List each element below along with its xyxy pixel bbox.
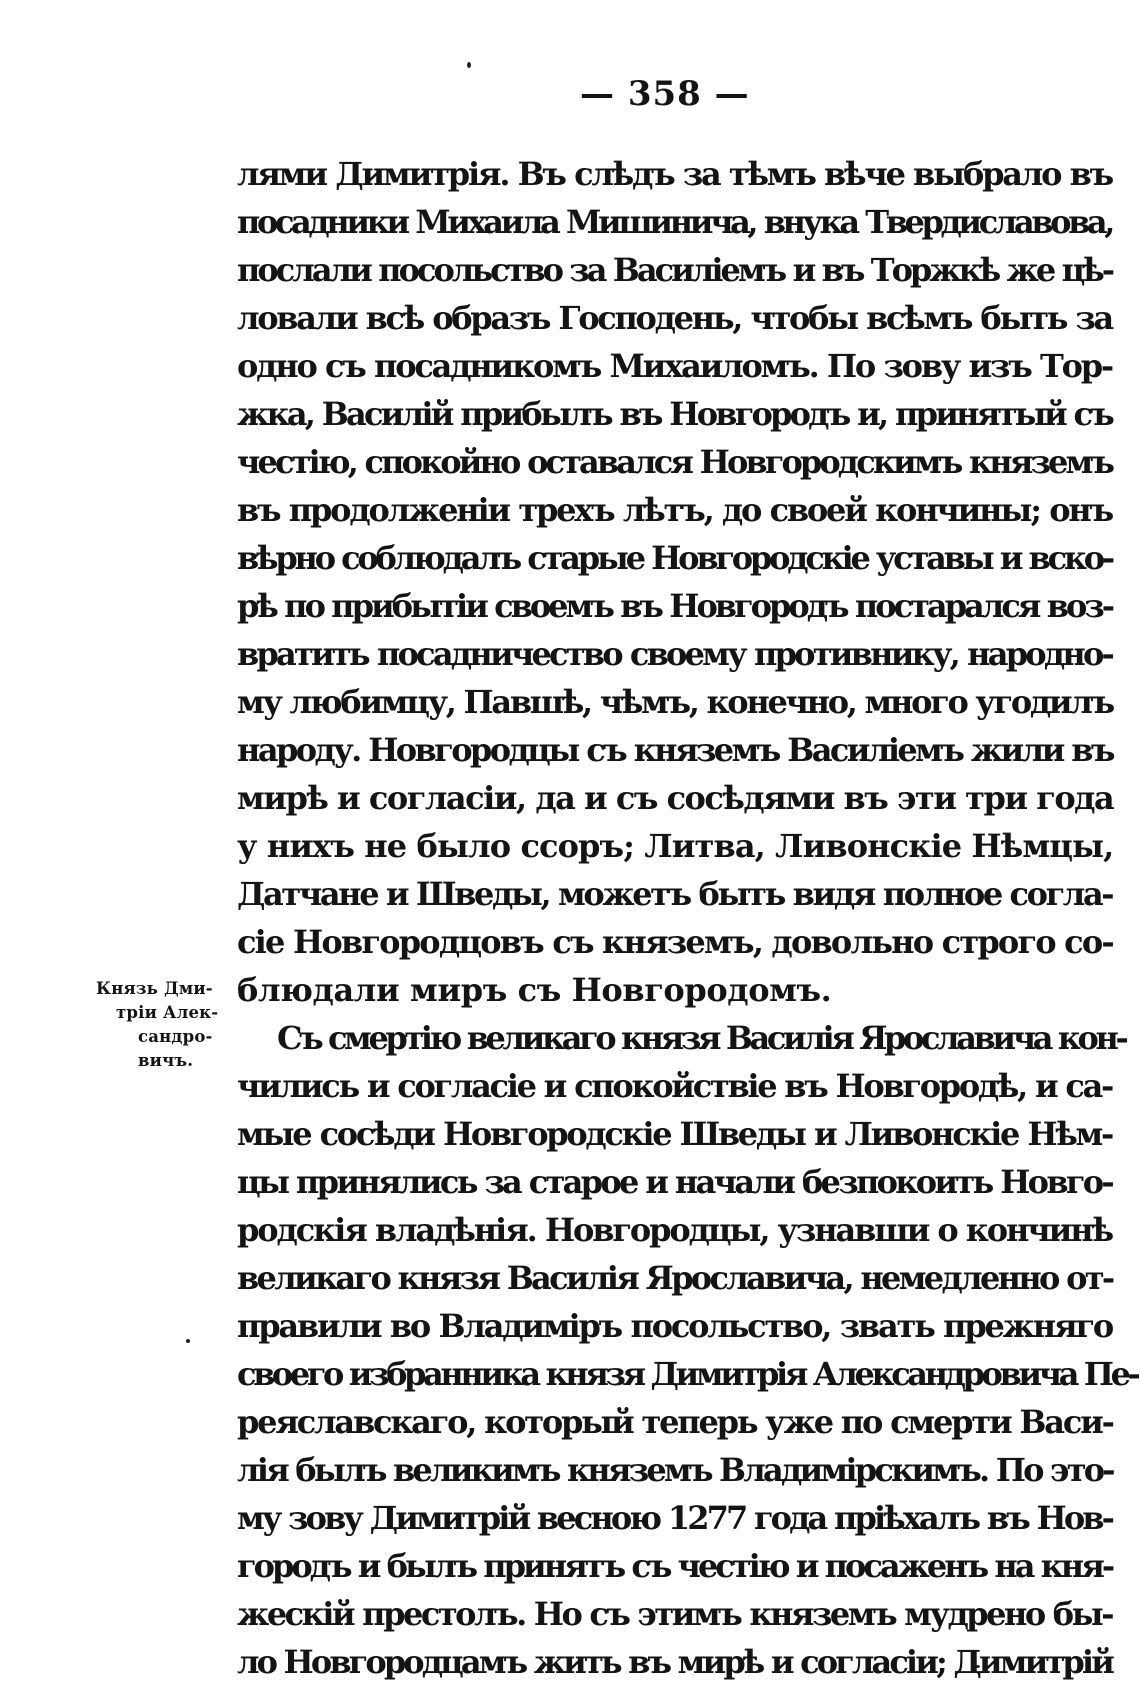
text-line: лями Димитрія. Въ слѣдъ за тѣмъ вѣче выбрало въ <box>237 155 1112 193</box>
text-line: родскія владѣнія. Новгородцы, узнавши о кончинѣ <box>237 1211 1112 1249</box>
text-line: сіе Новгородцовъ съ княземъ, довольно строго со- <box>237 923 1113 961</box>
text-line: мирѣ и согласіи, да и съ сосѣдями въ эти три года <box>237 779 1114 817</box>
text-line: одно съ посадникомъ Михаиломъ. По зову изъ Тор- <box>237 347 1112 385</box>
text-line: чились и согласіе и спокойствіе въ Новгородѣ, и са- <box>237 1067 1112 1105</box>
text-line: лія былъ великимъ княземъ Владимірскимъ. По это- <box>237 1451 1113 1489</box>
text-line: посадники Михаила Мишинича, внука Твердиславова, <box>237 203 1112 241</box>
text-line: реяславскаго, который теперь уже по смерти Васи- <box>237 1403 1113 1441</box>
print-speck <box>467 62 471 68</box>
text-line: великаго князя Василія Ярославича, немедленно от- <box>237 1259 1113 1297</box>
page-number: — 358 — <box>580 74 750 114</box>
text-line: городъ и былъ принятъ съ честію и посаженъ на кня- <box>237 1547 1113 1585</box>
text-line: правили во Владиміръ посольство, звать прежняго <box>237 1307 1112 1345</box>
paragraph-2 <box>237 1014 1138 1686</box>
margin-note-line: сандро- <box>138 1027 213 1046</box>
body-text <box>237 150 1138 1686</box>
text-line: жка, Василій прибылъ въ Новгородъ и, принятый съ <box>237 395 1112 433</box>
paragraph-1 <box>237 150 1112 1014</box>
text-line: вѣрно соблюдалъ старые Новгородскіе уставы и вско- <box>237 539 1112 577</box>
margin-note-line: тріи Алек- <box>116 1003 219 1022</box>
text-line: Съ смертію великаго князя Василія Ярославича кон- <box>277 1019 1126 1057</box>
text-line: му любимцу, Павшѣ, чѣмъ, конечно, много угодилъ <box>237 683 1113 721</box>
text-line: въ продолженіи трехъ лѣтъ, до своей кончины; онъ <box>237 491 1112 529</box>
text-line: Датчане и Шведы, можетъ быть видя полное согла- <box>237 875 1113 913</box>
text-line: у нихъ не было ссоръ; Литва, Ливонскіе Нѣмцы, <box>237 827 1114 865</box>
print-speck <box>186 1339 190 1343</box>
margin-note-line: вичъ. <box>138 1051 194 1070</box>
margin-note <box>92 977 222 1073</box>
text-line: цы принялись за старое и начали безпокоить Новго- <box>237 1163 1112 1201</box>
text-line: народу. Новгородцы съ княземъ Василіемъ жили въ <box>237 731 1113 769</box>
text-line: ло Новгородцамъ жить въ мирѣ и согласіи; Димитрій <box>237 1643 1112 1681</box>
text-line: блюдали миръ съ Новгородомъ. <box>237 971 832 1009</box>
text-line: честію, спокойно оставался Новгородскимъ княземъ <box>237 443 1112 481</box>
text-line: мые сосѣди Новгородскіе Шведы и Ливонскіе Нѣм- <box>237 1115 1112 1153</box>
text-line: рѣ по прибытіи своемъ въ Новгородъ постарался воз- <box>237 587 1112 625</box>
text-line: му зову Димитрій весною 1277 года пріѣхалъ въ Нов- <box>237 1499 1112 1537</box>
text-line: своего избранника князя Димитрія Александровича Пе- <box>237 1355 1138 1393</box>
text-line: жескій престолъ. Но съ этимъ княземъ мудрено бы- <box>237 1595 1112 1633</box>
text-line: вратить посадничество своему противнику, народно- <box>237 635 1112 673</box>
text-line: послали посольство за Василіемъ и въ Торжкѣ же цѣ- <box>237 251 1112 289</box>
margin-note-line: Князь Дми- <box>96 979 213 998</box>
text-line: ловали всѣ образъ Господень, чтобы всѣмъ быть за <box>237 299 1112 337</box>
